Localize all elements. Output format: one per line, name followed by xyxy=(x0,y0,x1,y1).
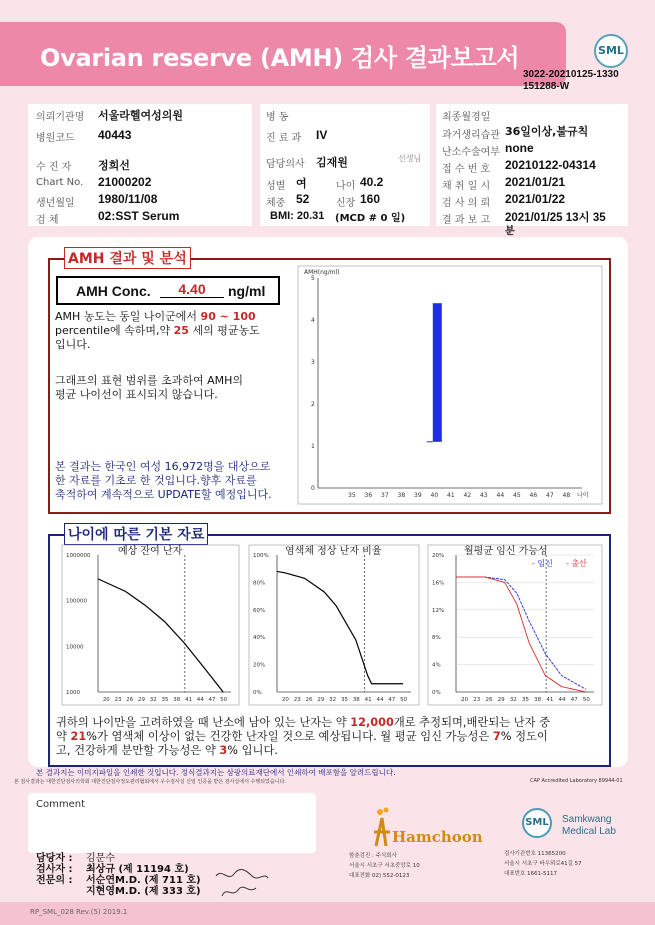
specimen-value: 02:SST Serum xyxy=(98,209,180,223)
request-value: 2021/01/22 xyxy=(505,192,566,206)
x-tick-label: 50 xyxy=(582,697,590,703)
y-tick-label: 60% xyxy=(253,607,266,614)
collect-value: 2021/01/21 xyxy=(505,175,566,189)
staff-block: 담당자 : 김문수 검사자 : 최상규 (제 11194 호) 전문의 : 서순연M.D. (제 711 호) 지현영M.D. (제 333 호) xyxy=(36,853,201,897)
collect-label: 채 취 일 시 xyxy=(442,181,491,192)
ovulation-label: 난소수술여부 xyxy=(442,147,500,158)
comment-box xyxy=(28,793,316,853)
sex-value: 여 xyxy=(296,177,307,190)
x-tick-label: 32 xyxy=(149,697,157,703)
svg-text:Hamchoon: Hamchoon xyxy=(392,828,483,846)
document-number: 3022-20210125-1330 151288-W xyxy=(523,69,619,92)
ward-label: 병 동 xyxy=(266,112,289,123)
y-tick-label: 2 xyxy=(311,401,315,408)
y-tick-label: 8% xyxy=(432,635,441,642)
report-value: 2021/01/25 13시 35 xyxy=(505,212,606,224)
chart-title: 염색체 정상 난자 비율 xyxy=(285,546,382,557)
sml-logo: SML xyxy=(594,34,628,68)
hospcode-value: 40443 xyxy=(98,128,132,142)
amh-range-note: 그래프의 표현 범위를 초과하여 AMH의 평균 나이선이 표시되지 않습니다. xyxy=(55,374,244,401)
y-tick-label: 100% xyxy=(253,553,269,559)
x-tick-label: 41 xyxy=(447,492,455,499)
sex-label: 성별 xyxy=(266,181,286,192)
sml-name: Samkwang Medical Lab xyxy=(562,814,616,837)
form-code: RP_SML_028 Rev.(5) 2019.1 xyxy=(30,908,128,916)
x-tick-label: 35 xyxy=(522,697,529,703)
remaining-eggs-chart xyxy=(62,545,239,705)
report-value-cont: 분 xyxy=(505,226,515,237)
x-tick-label: 38 xyxy=(534,697,542,703)
ovulation-value: none xyxy=(505,141,534,155)
y-tick-label: 10000 xyxy=(66,644,84,651)
x-tick-label: 37 xyxy=(381,492,389,499)
page-title: Ovarian reserve (AMH) 검사 결과보고서 xyxy=(40,44,520,72)
chart-label: Chart No. xyxy=(36,177,84,188)
x-tick-label: 44 xyxy=(196,697,204,703)
y-tick-label: 4 xyxy=(311,317,315,324)
doctor-suffix: 선생님 xyxy=(398,154,422,163)
x-tick-label: 32 xyxy=(329,697,337,703)
x-tick-label: 40 xyxy=(430,492,439,499)
x-tick-label: 47 xyxy=(570,697,578,703)
x-tick-label: 20 xyxy=(461,697,469,703)
comment-label: Comment xyxy=(36,799,85,810)
chart-value: 21000202 xyxy=(98,175,152,189)
age-section-title: 나이에 따른 기본 자료 xyxy=(64,523,208,545)
dob-label: 생년월일 xyxy=(36,198,75,209)
amh-age-chart xyxy=(298,266,602,504)
x-tick-label: 29 xyxy=(138,697,146,703)
age-value: 40.2 xyxy=(360,175,384,189)
y-tick-label: 80% xyxy=(253,580,266,587)
chart-frame xyxy=(249,545,419,705)
report-label: 결 과 보 고 xyxy=(442,215,491,226)
x-tick-label: 44 xyxy=(496,492,505,499)
x-tick-label: 29 xyxy=(317,697,325,703)
x-tick-label: 47 xyxy=(388,697,396,703)
x-tick-label: 44 xyxy=(376,697,384,703)
sml-footer-logo: SML xyxy=(522,808,552,838)
amh-section-title: AMH 결과 및 분석 xyxy=(64,247,191,269)
y-tick-label: 40% xyxy=(253,635,266,642)
x-tick-label: 38 xyxy=(352,697,360,703)
sml-info: 검사기관번호 11365200 서울시 서초구 바우뫼로41길 57 대표번호 1661-5117 xyxy=(504,851,582,877)
age-label: 나이 xyxy=(336,181,356,192)
amh-conc-label: AMH Conc. xyxy=(76,283,151,299)
hospital-value: 서울라헬여성의원 xyxy=(98,109,184,122)
weight-label: 체중 xyxy=(266,198,286,209)
y-tick-label: 12% xyxy=(432,607,445,614)
x-tick-label: 26 xyxy=(126,697,134,703)
x-tick-label: 26 xyxy=(305,697,313,703)
x-tick-label: 36 xyxy=(364,492,373,499)
x-tick-label: 20 xyxy=(281,697,289,703)
amh-percentile-text: AMH 농도는 동일 나이군에서 90 ~ 100 percentile에 속하며,약 25 세의 평균농도 입니다. xyxy=(55,310,260,351)
amh-conc-value: 4.40 xyxy=(160,281,224,298)
x-tick-label: 41 xyxy=(546,697,554,703)
signature-image xyxy=(212,866,272,900)
y-tick-label: 0% xyxy=(253,690,262,696)
x-tick-label: 50 xyxy=(400,697,408,703)
cap-note: CAP Accredited Laboratory 89944-01 xyxy=(530,778,623,784)
x-tick-label: 39 xyxy=(414,492,422,499)
x-tick-label: 43 xyxy=(480,492,488,499)
y-tick-label: 3 xyxy=(311,359,315,366)
height-value: 160 xyxy=(360,192,381,206)
x-axis-title: 나이 xyxy=(577,492,589,499)
image-print-note: 본 결과지는 이미지파일을 인쇄한 것입니다. 정식결과지는 삼광의료재단에서 인쇄하여 배포함을 알려드립니다. xyxy=(36,768,396,777)
x-tick-label: 35 xyxy=(341,697,348,703)
pregnancy-chance-chart xyxy=(428,545,602,705)
x-tick-label: 47 xyxy=(546,492,554,499)
receipt-value: 20210122-04314 xyxy=(505,158,596,172)
dept-value: IV xyxy=(316,128,328,142)
x-tick-label: 42 xyxy=(463,492,472,499)
y-tick-label: 1000000 xyxy=(66,553,91,559)
weight-value: 52 xyxy=(296,192,310,206)
x-tick-label: 35 xyxy=(161,697,169,703)
legend-label: - 임신 xyxy=(532,559,553,568)
x-tick-label: 26 xyxy=(485,697,493,703)
data-source-note: 본 결과는 한국인 여성 16,972명을 대상으로 한 자료를 기초로 한 것입니다.향후 자료를 축적하여 계속적으로 UPDATE할 예정입니다. xyxy=(55,460,272,501)
y-tick-label: 4% xyxy=(432,662,441,669)
y-tick-label: 16% xyxy=(432,580,445,587)
legend-label: - 출산 xyxy=(566,559,587,568)
x-tick-label: 20 xyxy=(102,697,110,703)
chart-frame xyxy=(298,266,602,504)
y-tick-label: 100000 xyxy=(66,598,87,605)
y-tick-label: 0 xyxy=(311,485,315,492)
bmi-value: BMI: 20.31 xyxy=(270,210,325,222)
amh-concentration-box xyxy=(56,276,280,305)
x-tick-label: 46 xyxy=(529,492,538,499)
mcd-value: (MCD # 0 일) xyxy=(335,213,406,224)
x-tick-label: 41 xyxy=(364,697,372,703)
x-tick-label: 50 xyxy=(220,697,228,703)
dept-label: 진 료 과 xyxy=(266,133,302,144)
hospcode-label: 병원코드 xyxy=(36,133,75,144)
hamchoon-info: 함춘검진 : 주식회사 서울시 서초구 서초중앙로 10 대표전화 02) 552-0123 xyxy=(349,853,420,879)
doctor-value: 김재원 xyxy=(316,156,348,169)
y-axis-title: AMH(ng/ml) xyxy=(304,269,340,276)
y-tick-label: 20% xyxy=(253,662,266,669)
y-tick-label: 20% xyxy=(432,553,445,559)
dob-value: 1980/11/08 xyxy=(98,192,158,206)
amh-conc-unit: ng/ml xyxy=(228,283,266,299)
x-tick-label: 35 xyxy=(348,492,356,499)
x-tick-label: 23 xyxy=(114,697,122,703)
recipient-label: 수 진 자 xyxy=(36,162,72,173)
lastmens-label: 최종월경일 xyxy=(442,112,491,123)
chart-title: 월평균 임신 가능성 xyxy=(464,546,548,557)
x-tick-label: 47 xyxy=(208,697,216,703)
height-label: 신장 xyxy=(336,198,356,209)
doctor-label: 담당의사 xyxy=(266,159,305,170)
x-tick-label: 38 xyxy=(173,697,181,703)
recipient-value: 정희선 xyxy=(98,159,130,172)
chart-frame xyxy=(428,545,602,705)
specimen-label: 검 체 xyxy=(36,215,59,226)
hamchoon-logo xyxy=(372,806,483,854)
y-tick-label: 1 xyxy=(311,443,315,450)
age-summary-text: 귀하의 나이만을 고려하였을 때 난소에 남아 있는 난자는 약 12,000개로 추정되며,배란되는 난자 중 약 21%가 염색체 이상이 없는 건강한 난자일 것으로 예상됩니다. 월 평균 임신 가능성은 7% 정도이 고, 건강하게 분만할 가능성은 약 3% 입니다. xyxy=(56,716,551,757)
request-label: 검 사 의 뢰 xyxy=(442,198,491,209)
y-tick-label: 0% xyxy=(432,690,441,696)
history-label: 과거생리습관 xyxy=(442,130,500,141)
chart-title: 예상 잔여 난자 xyxy=(118,546,183,557)
chart-frame xyxy=(62,545,239,705)
x-tick-label: 29 xyxy=(497,697,505,703)
amh-bar xyxy=(433,303,442,442)
y-tick-label: 5 xyxy=(311,275,315,282)
hospital-label: 의뢰기관명 xyxy=(36,112,85,123)
hamchoon-emblem-icon xyxy=(372,806,483,850)
x-tick-label: 38 xyxy=(397,492,406,499)
x-tick-label: 41 xyxy=(184,697,192,703)
x-tick-label: 44 xyxy=(558,697,566,703)
history-value: 36일이상,불규칙 xyxy=(505,125,589,138)
x-tick-label: 45 xyxy=(513,492,521,499)
x-tick-label: 23 xyxy=(293,697,301,703)
accreditation-note: 본 검사결과는 대한진단검사의학회 대한진단검사정도관리협회에서 우수검사실 신임 인증을 받은 검사실에서 수행되었습니다. xyxy=(14,779,286,785)
x-tick-label: 23 xyxy=(473,697,481,703)
y-tick-label: 1000 xyxy=(66,690,80,696)
x-tick-label: 48 xyxy=(562,492,571,499)
x-tick-label: 32 xyxy=(509,697,517,703)
receipt-label: 접 수 번 호 xyxy=(442,164,491,175)
normal-egg-ratio-chart xyxy=(249,545,419,705)
